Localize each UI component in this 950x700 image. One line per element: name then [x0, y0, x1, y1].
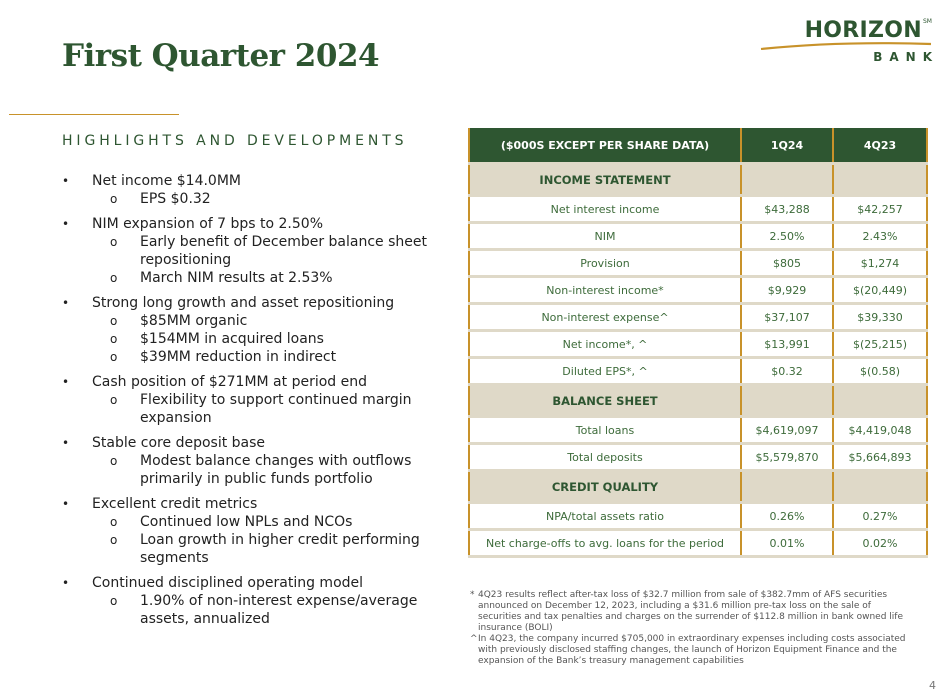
highlight-sub-text: 1.90% of non-interest expense/average assets, annualized [140, 593, 418, 627]
sub-bullet-icon: o [110, 393, 118, 407]
table-row [469, 444, 927, 471]
bullet-icon: • [62, 217, 70, 231]
metric-label: Total deposits [469, 444, 741, 471]
highlight-bullet-row [62, 495, 454, 513]
highlight-sub-text: EPS $0.32 [140, 191, 211, 207]
value-1q24: 2.50% [741, 223, 833, 250]
highlight-sub-item [62, 391, 454, 427]
highlight-sub-text: Continued low NPLs and NCOs [140, 514, 353, 530]
sub-bullet-icon: o [110, 454, 118, 468]
highlight-sub-text: Early benefit of December balance sheet repositioning [140, 234, 427, 268]
logo-wordmark: HORIZON [804, 18, 922, 43]
logo-top-line [805, 18, 932, 44]
footnote [470, 590, 910, 634]
sub-bullet-icon: o [110, 332, 118, 346]
highlight-text: NIM expansion of 7 bps to 2.50% [92, 216, 323, 232]
metric-label: Total loans [469, 417, 741, 444]
metric-label: NIM [469, 223, 741, 250]
page-title: First Quarter 2024 [62, 38, 380, 74]
metric-label: Diluted EPS*, ^ [469, 358, 741, 385]
sub-bullet-icon: o [110, 235, 118, 249]
sub-bullet-icon: o [110, 314, 118, 328]
table-header-row [469, 128, 927, 164]
value-4q23: $39,330 [833, 304, 927, 331]
table-row [469, 196, 927, 223]
financial-summary-table [468, 128, 928, 558]
highlight-item [62, 172, 454, 208]
footnotes [470, 590, 910, 667]
highlight-item [62, 373, 454, 427]
highlight-sub-item [62, 233, 454, 269]
highlight-sub-text: $85MM organic [140, 313, 248, 329]
table-row [469, 304, 927, 331]
highlight-bullet-row [62, 215, 454, 233]
bullet-icon: • [62, 576, 70, 590]
highlight-text: Cash position of $271MM at period end [92, 374, 367, 390]
empty-cell [833, 385, 927, 417]
table-row [469, 250, 927, 277]
highlight-sub-text: March NIM results at 2.53% [140, 270, 333, 286]
highlight-bullet-row [62, 574, 454, 592]
value-1q24: $13,991 [741, 331, 833, 358]
highlight-sub-item [62, 312, 454, 330]
highlight-sub-item [62, 190, 454, 208]
metric-label: Provision [469, 250, 741, 277]
bullet-icon: • [62, 375, 70, 389]
highlight-item [62, 495, 454, 567]
value-1q24: $43,288 [741, 196, 833, 223]
value-4q23: 2.43% [833, 223, 927, 250]
value-1q24: $4,619,097 [741, 417, 833, 444]
highlight-item [62, 215, 454, 287]
value-4q23: $42,257 [833, 196, 927, 223]
column-header: 4Q23 [833, 128, 927, 164]
value-1q24: $0.32 [741, 358, 833, 385]
highlight-bullet-row [62, 172, 454, 190]
footnote-text: 4Q23 results reflect after-tax loss of $32.7 million from sale of $382.7mm of AFS securities announced on December 12, 2023, including a $31.6 million pre-tax loss on the sale of securities and tax penalties and charges on the surrender of $112.8 million in bank owned life insurance (BOLI) [478, 590, 903, 633]
highlight-sub-item [62, 513, 454, 531]
empty-cell [833, 471, 927, 503]
value-4q23: $(25,215) [833, 331, 927, 358]
section-title: BALANCE SHEET [469, 385, 741, 417]
value-4q23: $1,274 [833, 250, 927, 277]
highlight-sub-item [62, 592, 454, 628]
value-1q24: $9,929 [741, 277, 833, 304]
bullet-icon: • [62, 296, 70, 310]
value-4q23: $(0.58) [833, 358, 927, 385]
table-section-row [469, 164, 927, 196]
table-row [469, 277, 927, 304]
table-section-row [469, 471, 927, 503]
highlight-sub-text: Flexibility to support continued margin expansion [140, 392, 412, 426]
bullet-icon: • [62, 436, 70, 450]
value-1q24: $805 [741, 250, 833, 277]
highlight-bullet-row [62, 294, 454, 312]
footnote-mark: * [470, 590, 475, 600]
highlight-item [62, 434, 454, 488]
empty-cell [741, 164, 833, 196]
section-title: CREDIT QUALITY [469, 471, 741, 503]
section-title: INCOME STATEMENT [469, 164, 741, 196]
highlight-text: Excellent credit metrics [92, 496, 258, 512]
gold-divider [9, 114, 179, 115]
highlight-text: Net income $14.0MM [92, 173, 241, 189]
column-header: 1Q24 [741, 128, 833, 164]
value-4q23: $4,419,048 [833, 417, 927, 444]
highlight-sub-text: $154MM in acquired loans [140, 331, 324, 347]
value-1q24: $37,107 [741, 304, 833, 331]
metric-label: NPA/total assets ratio [469, 503, 741, 530]
value-4q23: $5,664,893 [833, 444, 927, 471]
table-row [469, 331, 927, 358]
bullet-icon: • [62, 174, 70, 188]
highlight-item [62, 574, 454, 628]
empty-cell [741, 385, 833, 417]
metric-label: Net charge-offs to avg. loans for the period [469, 530, 741, 557]
sub-bullet-icon: o [110, 594, 118, 608]
value-1q24: 0.01% [741, 530, 833, 557]
sub-bullet-icon: o [110, 533, 118, 547]
highlights-list [62, 172, 454, 635]
table-row [469, 417, 927, 444]
highlight-sub-item [62, 269, 454, 287]
footnote-text: In 4Q23, the company incurred $705,000 in extraordinary expenses including costs associated with previously disclosed staffing changes, the launch of Horizon Equipment Finance and the expansion of the Bank’s treasury management capabilities [478, 634, 906, 666]
highlight-sub-item [62, 531, 454, 567]
highlight-sub-item [62, 330, 454, 348]
table-row [469, 223, 927, 250]
sub-bullet-icon: o [110, 515, 118, 529]
footnote-mark: ^ [470, 634, 478, 644]
highlight-sub-text: Loan growth in higher credit performing segments [140, 532, 420, 566]
value-1q24: 0.26% [741, 503, 833, 530]
metric-label: Net interest income [469, 196, 741, 223]
table-row [469, 503, 927, 530]
table-section-row [469, 385, 927, 417]
empty-cell [741, 471, 833, 503]
highlight-item [62, 294, 454, 366]
logo-subtitle: BANK [873, 50, 939, 64]
metric-label: Non-interest income* [469, 277, 741, 304]
highlight-sub-item [62, 452, 454, 488]
footnote [470, 634, 910, 667]
metric-label: Non-interest expense^ [469, 304, 741, 331]
logo-trademark: SM [923, 18, 932, 25]
column-header: ($000S EXCEPT PER SHARE DATA) [469, 128, 741, 164]
sub-bullet-icon: o [110, 192, 118, 206]
highlight-sub-text: $39MM reduction in indirect [140, 349, 337, 365]
value-4q23: 0.02% [833, 530, 927, 557]
highlight-text: Continued disciplined operating model [92, 575, 364, 591]
sub-bullet-icon: o [110, 271, 118, 285]
table-row [469, 358, 927, 385]
highlight-sub-text: Modest balance changes with outflows primarily in public funds portfolio [140, 453, 412, 487]
value-4q23: 0.27% [833, 503, 927, 530]
highlights-heading: HIGHLIGHTS AND DEVELOPMENTS [62, 133, 408, 149]
highlight-bullet-row [62, 373, 454, 391]
highlight-sub-item [62, 348, 454, 366]
horizon-bank-logo [760, 18, 939, 65]
highlight-text: Stable core deposit base [92, 435, 266, 451]
metric-label: Net income*, ^ [469, 331, 741, 358]
highlight-text: Strong long growth and asset repositioning [92, 295, 395, 311]
sub-bullet-icon: o [110, 350, 118, 364]
empty-cell [833, 164, 927, 196]
value-1q24: $5,579,870 [741, 444, 833, 471]
value-4q23: $(20,449) [833, 277, 927, 304]
page-number: 4 [929, 679, 936, 692]
bullet-icon: • [62, 497, 70, 511]
highlight-bullet-row [62, 434, 454, 452]
table-row [469, 530, 927, 557]
